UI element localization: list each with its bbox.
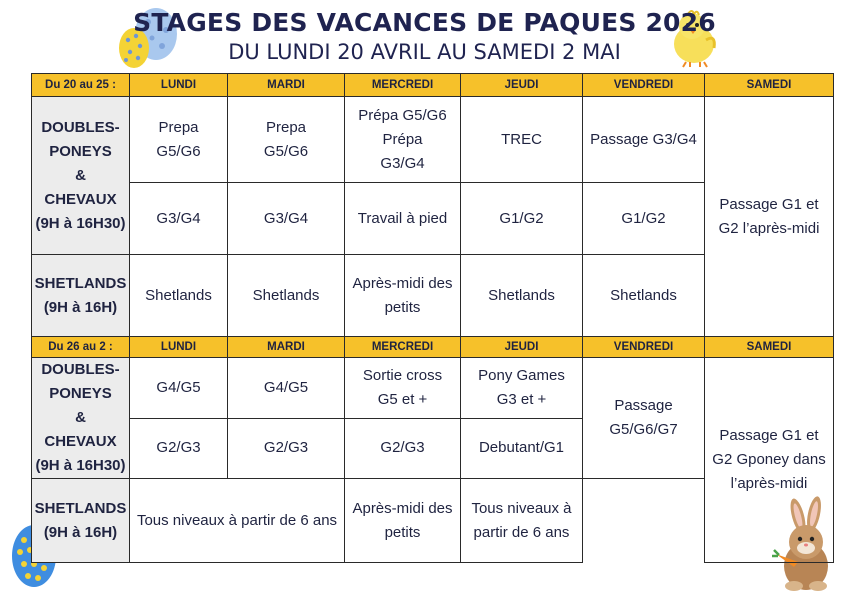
week1-cell: TREC <box>461 97 583 183</box>
week2-cell-wed: Après-midi des petits <box>345 479 461 563</box>
week1-row-doubles-1 <box>32 97 834 183</box>
week1-cell: Prepa G5/G6 <box>130 97 228 183</box>
week1-day-tuesday: MARDI <box>228 74 345 97</box>
week1-day-monday: LUNDI <box>130 74 228 97</box>
week1-cell: Passage G3/G4 <box>583 97 705 183</box>
week2-cell-fri-empty <box>583 479 705 563</box>
week2-cell: Pony Games G3 et + <box>461 358 583 419</box>
week2-cell: Debutant/G1 <box>461 418 583 479</box>
week1-day-thursday: JEUDI <box>461 74 583 97</box>
week2-cell-mon-tue: Tous niveaux à partir de 6 ans <box>130 479 345 563</box>
week2-day-monday: LUNDI <box>130 337 228 358</box>
week2-shetland-label: SHETLANDS (9H à 16H) <box>32 479 130 563</box>
week2-day-thursday: JEUDI <box>461 337 583 358</box>
week2-cell: G2/G3 <box>130 418 228 479</box>
week1-cell: G3/G4 <box>130 183 228 255</box>
week2-cell: G2/G3 <box>345 418 461 479</box>
week2-day-wednesday: MERCREDI <box>345 337 461 358</box>
week2-cell: G4/G5 <box>228 358 345 419</box>
week1-day-wednesday: MERCREDI <box>345 74 461 97</box>
week1-group-label: DOUBLES- PONEYS & CHEVAUX (9H à 16H30) <box>32 97 130 255</box>
week2-header-row <box>32 337 834 358</box>
week1-cell: Shetlands <box>130 255 228 337</box>
week1-cell: Travail à pied <box>345 183 461 255</box>
week1-day-saturday: SAMEDI <box>705 74 834 97</box>
week2-saturday-cell: Passage G1 et G2 Gponey dans l’après-midi <box>705 358 834 563</box>
week1-shetland-label: SHETLANDS (9H à 16H) <box>32 255 130 337</box>
week1-cell: G1/G2 <box>461 183 583 255</box>
week1-header-row <box>32 74 834 97</box>
week1-cell: Prépa G5/G6 Prépa G3/G4 <box>345 97 461 183</box>
week1-cell: Shetlands <box>461 255 583 337</box>
week1-cell: Shetlands <box>583 255 705 337</box>
week2-day-friday: VENDREDI <box>583 337 705 358</box>
week2-cell: Sortie cross G5 et + <box>345 358 461 419</box>
page-title: STAGES DES VACANCES DE PAQUES 2026 <box>133 8 716 37</box>
week1-cell: G3/G4 <box>228 183 345 255</box>
week2-day-tuesday: MARDI <box>228 337 345 358</box>
week2-cell-thu: Tous niveaux à partir de 6 ans <box>461 479 583 563</box>
week2-row-doubles-1 <box>32 358 834 419</box>
week1-label: Du 20 au 25 : <box>32 74 130 97</box>
week1-day-friday: VENDREDI <box>583 74 705 97</box>
week1-cell: Après-midi des petits <box>345 255 461 337</box>
week2-friday-cell: Passage G5/G6/G7 <box>583 358 705 479</box>
week2-label: Du 26 au 2 : <box>32 337 130 358</box>
week1-cell: G1/G2 <box>583 183 705 255</box>
page-subtitle: DU LUNDI 20 AVRIL AU SAMEDI 2 MAI <box>228 40 621 64</box>
schedule-table <box>31 73 834 563</box>
week2-cell: G2/G3 <box>228 418 345 479</box>
week1-cell: Shetlands <box>228 255 345 337</box>
week1-cell: Prepa G5/G6 <box>228 97 345 183</box>
week2-group-label: DOUBLES- PONEYS & CHEVAUX (9H à 16H30) <box>32 358 130 479</box>
week1-saturday-cell: Passage G1 et G2 l’après-midi <box>705 97 834 337</box>
week2-day-saturday: SAMEDI <box>705 337 834 358</box>
week2-cell: G4/G5 <box>130 358 228 419</box>
